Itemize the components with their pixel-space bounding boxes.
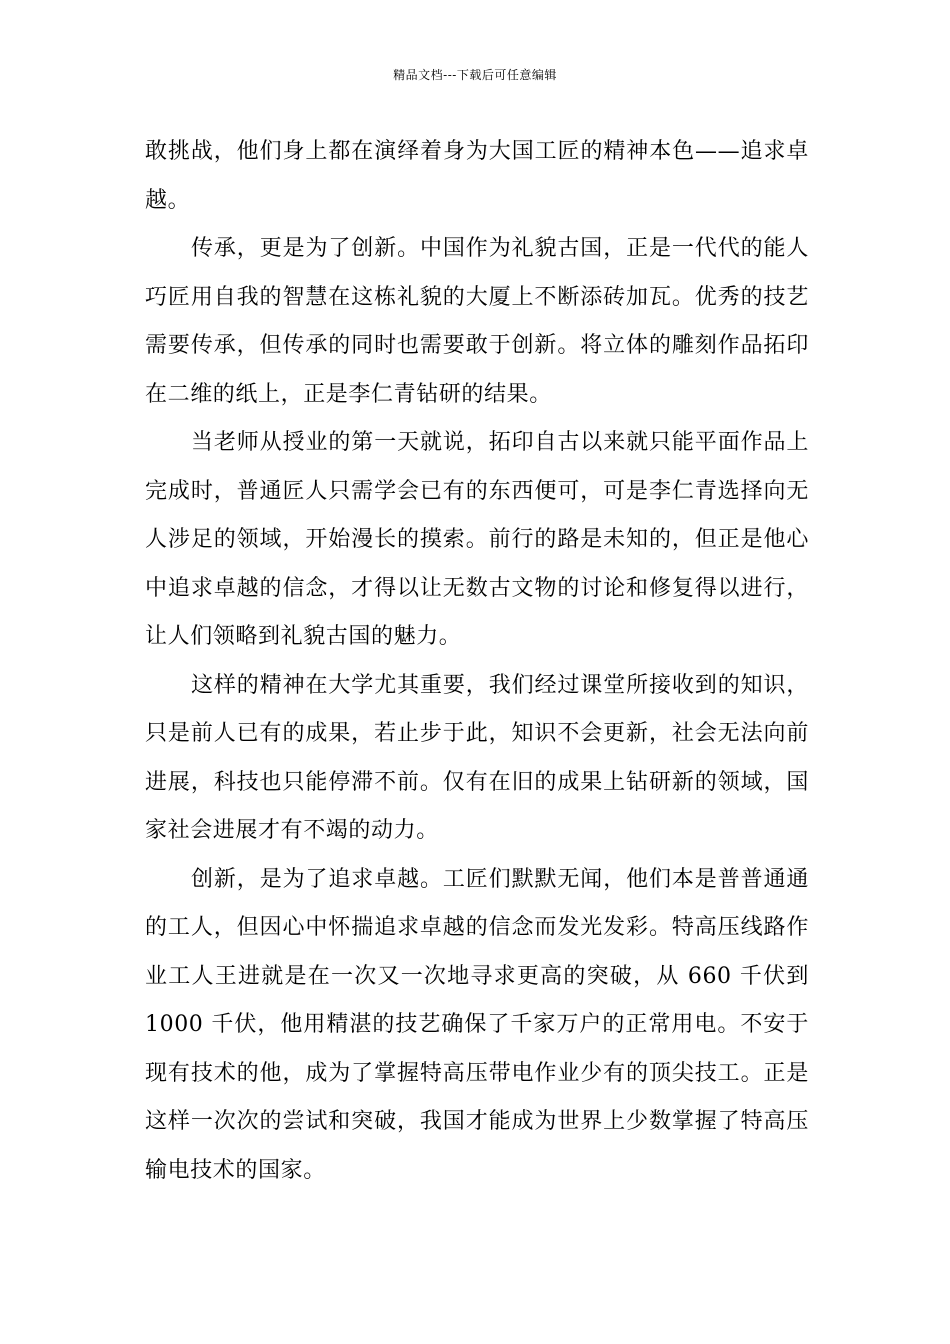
page-header: 精品文档---下载后可任意编辑 <box>393 68 557 82</box>
paragraph-2: 传承，更是为了创新。中国作为礼貌古国，正是一代代的能人巧匠用自我的智慧在这栋礼貌的大厦上不断添砖加瓦。优秀的技艺需要传承，但传承的同时也需要敢于创新。将立体的雕刻作品拓印在二维的纸上，正是李仁青钻研的结果。 <box>145 236 809 407</box>
document-body <box>145 128 809 1195</box>
paragraph-5: 创新，是为了追求卓越。工匠们默默无闻，他们本是普普通通的工人，但因心中怀揣追求卓越的信念而发光发彩。特高压线路作业工人王进就是在一次又一次地寻求更高的突破，从 660 千伏到 1000 千伏，他用精湛的技艺确保了千家万户的正常用电。不安于现有技术的他，成为了掌握特高压带电作业少有的顶尖技工。正是这样一次次的尝试和突破，我国才能成为世界上少数掌握了特高压输电技术的国家。 <box>145 866 809 1183</box>
paragraph-3: 当老师从授业的第一天就说，拓印自古以来就只能平面作品上完成时，普通匠人只需学会已有的东西便可，可是李仁青选择向无人涉足的领域，开始漫长的摸索。前行的路是未知的，但正是他心中追求卓越的信念，才得以让无数古文物的讨论和修复得以进行，让人们领略到礼貌古国的魅力。 <box>145 430 809 649</box>
paragraph-4: 这样的精神在大学尤其重要，我们经过课堂所接收到的知识，只是前人已有的成果，若止步于此，知识不会更新，社会无法向前进展，科技也只能停滞不前。仅有在旧的成果上钻研新的领域，国家社会进展才有不竭的动力。 <box>145 672 809 843</box>
paragraph-1: 敢挑战，他们身上都在演绎着身为大国工匠的精神本色——追求卓越。 <box>145 139 809 213</box>
